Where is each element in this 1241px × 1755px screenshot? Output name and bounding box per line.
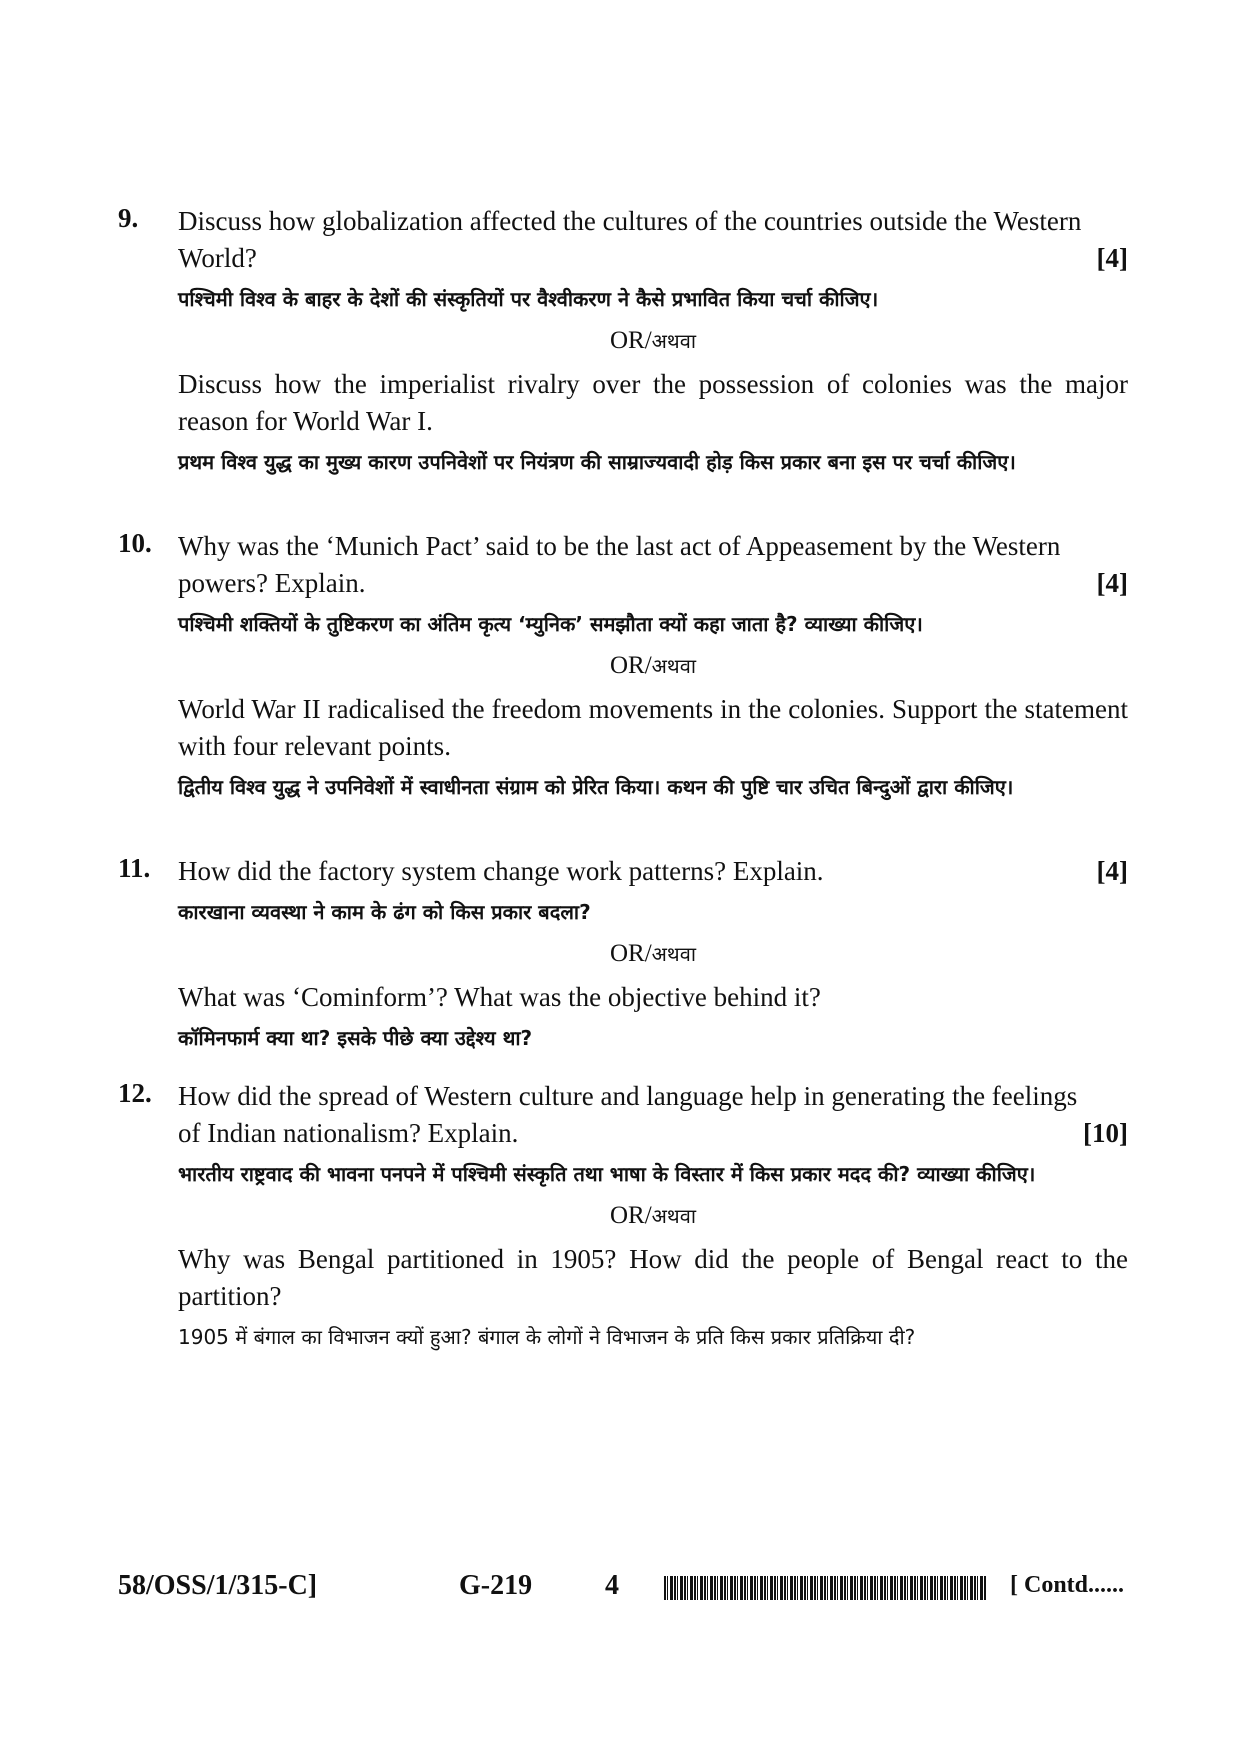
marks: [4] <box>1096 568 1128 598</box>
alternative-question-text: World War II radicalised the freedom movements in the colonies. Support the statement with four relevant points. <box>178 694 1128 761</box>
page-number: 4 <box>605 1570 619 1601</box>
marks: [4] <box>1096 856 1128 886</box>
alternative-question-hindi: कॉमिनफार्म क्या था? इसके पीछे क्या उद्देश्य था? <box>178 1026 533 1050</box>
question-10 <box>118 528 1128 806</box>
question-text-line1: How did the factory system change work patterns? Explain. <box>178 856 824 886</box>
alternative-question-hindi: 1905 में बंगाल का विभाजन क्यों हुआ? बंगाल के लोगों ने विभाजन के प्रति किस प्रकार प्रतिक्रिया दी? <box>178 1325 916 1349</box>
question-text-line2: powers? Explain. <box>178 568 366 598</box>
marks: [10] <box>1083 1118 1128 1148</box>
alternative-question-text: What was ‘Cominform’? What was the objective behind it? <box>178 982 821 1012</box>
question-number: 11. <box>118 853 151 883</box>
question-text-line2: of Indian nationalism? Explain. <box>178 1118 519 1148</box>
question-number: 9. <box>118 203 139 233</box>
paper-code: 58/OSS/1/315-C] <box>118 1570 318 1601</box>
or-divider: OR/अथवा <box>609 1202 697 1229</box>
question-number: 12. <box>118 1078 152 1108</box>
paper-series: G-219 <box>459 1570 533 1601</box>
question-text-hindi: कारखाना व्यवस्था ने काम के ढंग को किस प्रकार बदला? <box>178 900 591 924</box>
marks: [4] <box>1096 243 1128 273</box>
question-text-hindi: भारतीय राष्ट्रवाद की भावना पनपने में पश्चिमी संस्कृति तथा भाषा के विस्तार में किस प्रकार मदद की? व्याख्या कीजिए। <box>178 1162 1036 1186</box>
question-text-line1: Why was the ‘Munich Pact’ said to be the last act of Appeasement by the Western <box>178 531 1061 561</box>
question-text-hindi: पश्चिमी विश्व के बाहर के देशों की संस्कृतियों पर वैश्वीकरण ने कैसे प्रभावित किया चर्चा कीजिए। <box>178 287 879 311</box>
barcode-icon <box>664 1576 986 1600</box>
question-text-hindi: पश्चिमी शक्तियों के तुष्टिकरण का अंतिम कृत्य ‘म्युनिक’ समझौता क्यों कहा जाता है? व्याख्या कीजिए। <box>178 612 923 636</box>
question-11 <box>118 853 1128 1057</box>
question-text-line1: Discuss how globalization affected the cultures of the countries outside the Western <box>178 206 1082 236</box>
or-divider: OR/अथवा <box>609 327 697 354</box>
alternative-question-hindi: प्रथम विश्व युद्ध का मुख्य कारण उपनिवेशों पर नियंत्रण की साम्राज्यवादी होड़ किस प्रकार बना इस पर चर्चा कीजिए। <box>178 450 1016 474</box>
or-divider: OR/अथवा <box>609 652 697 679</box>
alternative-question-text: Why was Bengal partitioned in 1905? How did the people of Bengal react to the partition? <box>178 1244 1128 1311</box>
question-9 <box>118 203 1128 481</box>
question-12 <box>118 1078 1128 1356</box>
question-number: 10. <box>118 528 152 558</box>
question-text-line1: How did the spread of Western culture and language help in generating the feelings <box>178 1081 1078 1111</box>
alternative-question-hindi: द्वितीय विश्व युद्ध ने उपनिवेशों में स्वाधीनता संग्राम को प्रेरित किया। कथन की पुष्टि चार उचित बिन्दुओं द्वारा कीजिए। <box>178 775 1014 799</box>
continued-label: [ Contd...... <box>1010 1572 1125 1598</box>
page-footer <box>118 1570 1128 1610</box>
question-text-line2: World? <box>178 243 257 273</box>
or-divider: OR/अथवा <box>609 940 697 967</box>
alternative-question-text: Discuss how the imperialist rivalry over the possession of colonies was the major reason for World War I. <box>178 369 1128 436</box>
